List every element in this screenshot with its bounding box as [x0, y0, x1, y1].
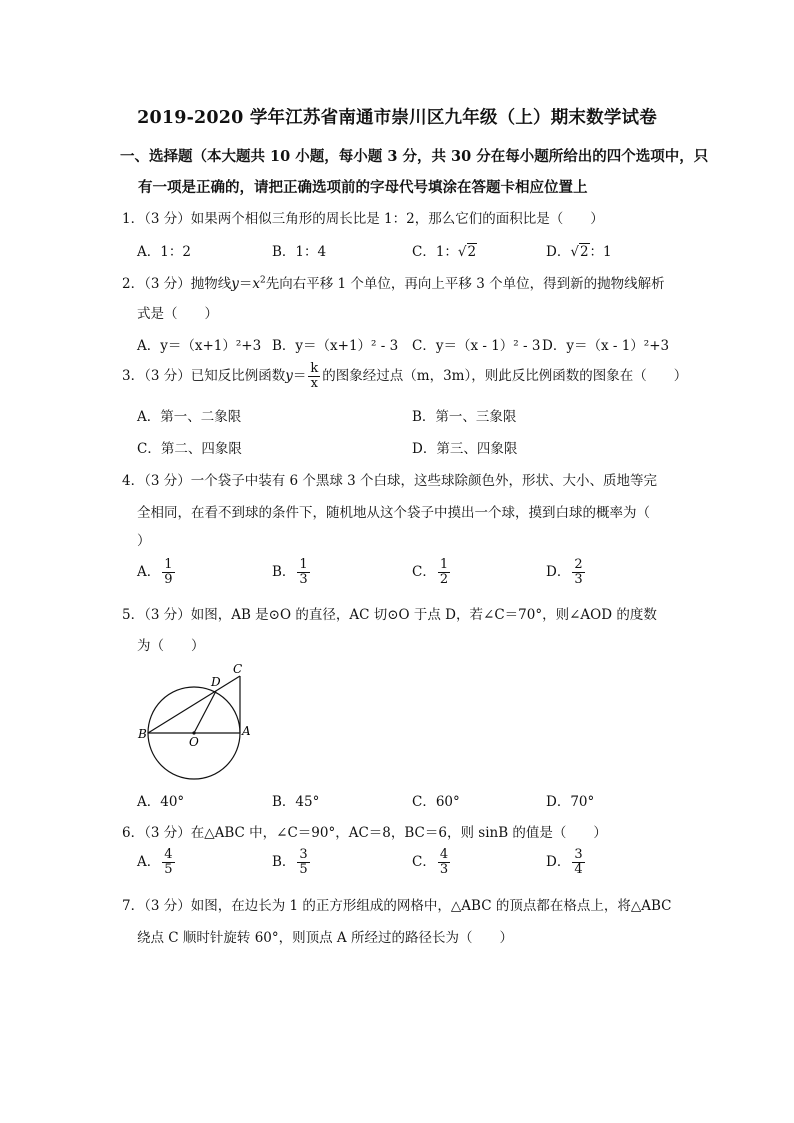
q3-option-c: C．第二、四象限: [137, 441, 242, 457]
q7-stem-line1: 7．（3 分）如图，在边长为 1 的正方形组成的网格中，△ABC 的顶点都在格点上，将△ABC: [122, 898, 672, 914]
section-instructions-line2: 有一项是正确的，请把正确选项前的字母代号填涂在答题卡相应位置上: [138, 179, 588, 196]
q2-stem-line2: 式是（ ）: [137, 306, 218, 322]
sqrt-symbol: √2: [457, 244, 477, 260]
q1-option-d: D．√2：1: [546, 244, 612, 260]
label-a: A: [242, 724, 251, 738]
label-o: O: [189, 735, 199, 749]
q2-option-a: A．y＝（x+1）²+3: [137, 338, 262, 354]
q6-stem: 6．（3 分）在△ABC 中，∠C＝90°，AC＝8，BC＝6，则 sinB 的值是（ ）: [122, 825, 607, 841]
q1-option-b: B．1：4: [272, 244, 327, 260]
q3-option-b: B．第一、三象限: [412, 409, 517, 425]
sqrt-symbol: √2: [570, 244, 589, 260]
q6-option-c: C． $\frac{4}{3}$: [412, 847, 449, 877]
q4-stem-line2: 全相同，在看不到球的条件下，随机地从这个袋子中摸出一个球，摸到白球的概率为（: [137, 505, 650, 521]
q6-option-d: D． $\frac{3}{4}$: [546, 847, 583, 877]
q4-option-c: C． $\frac{1}{2}$: [412, 557, 449, 587]
q2-option-b: B．y＝（x+1）² - 3: [272, 338, 399, 354]
q2-option-c: C．y＝（x - 1）² - 3: [412, 338, 541, 354]
page-title: 2019-2020 学年江苏省南通市崇川区九年级（上）期末数学试卷: [137, 108, 657, 128]
q4-stem-line3: ）: [137, 533, 151, 549]
label-b: B: [138, 727, 147, 741]
q5-stem-line1: 5．（3 分）如图，AB 是⊙O 的直径，AC 切⊙O 于点 D，若∠C＝70°，则∠AOD 的度数: [122, 607, 657, 623]
q3-stem: 3．（3 分）已知反比例函数y＝ $\frac{k}{x}$ 的图象经过点（m，3m），则此反比例函数的图象在（ ）: [122, 361, 688, 391]
q7-stem-line2: 绕点 C 顺时针旋转 60°，则顶点 A 所经过的路径长为（ ）: [137, 930, 513, 946]
q5-option-a: A．40°: [137, 794, 185, 810]
q5-option-b: B．45°: [272, 794, 320, 810]
fraction-k-over-x: $\frac{k}{x}$: [310, 361, 319, 391]
label-c: C: [233, 662, 243, 676]
q2-stem: 2．（3 分）抛物线$y=x^2$先向右平移 1 个单位，再向上平移 3 个单位，得到新的抛物线解析: [122, 275, 665, 292]
q1-option-c: C．1：√2: [412, 244, 477, 260]
section-instructions-line1: 一、选择题（本大题共 10 小题，每小题 3 分，共 30 分在每小题所给出的四个选项中，只: [120, 148, 709, 165]
q5-option-d: D．70°: [546, 794, 595, 810]
q6-option-b: B． $\frac{3}{5}$: [272, 847, 308, 877]
q4-option-a: A． $\frac{1}{9}$: [137, 557, 173, 587]
q5-stem-line2: 为（ ）: [137, 638, 205, 654]
q5-circle-figure: [130, 656, 270, 786]
q3-option-d: D．第三、四象限: [412, 441, 518, 457]
line-bc: [148, 676, 240, 733]
q4-stem-line1: 4．（3 分）一个袋子中装有 6 个黑球 3 个白球，这些球除颜色外，形状、大小、质地等完: [122, 473, 658, 489]
q4-option-d: D． $\frac{2}{3}$: [546, 557, 583, 587]
q1-stem: 1．（3 分）如果两个相似三角形的周长比是 1：2，那么它们的面积比是（ ）: [122, 211, 604, 227]
q2-option-d: D．y＝（x - 1）²+3: [542, 338, 670, 354]
q3-option-a: A．第一、二象限: [137, 409, 242, 425]
label-d: D: [211, 675, 221, 689]
q1-option-a: A．1：2: [137, 244, 191, 260]
q5-option-c: C．60°: [412, 794, 460, 810]
q6-option-a: A． $\frac{4}{5}$: [137, 847, 173, 877]
q4-option-b: B． $\frac{1}{3}$: [272, 557, 308, 587]
